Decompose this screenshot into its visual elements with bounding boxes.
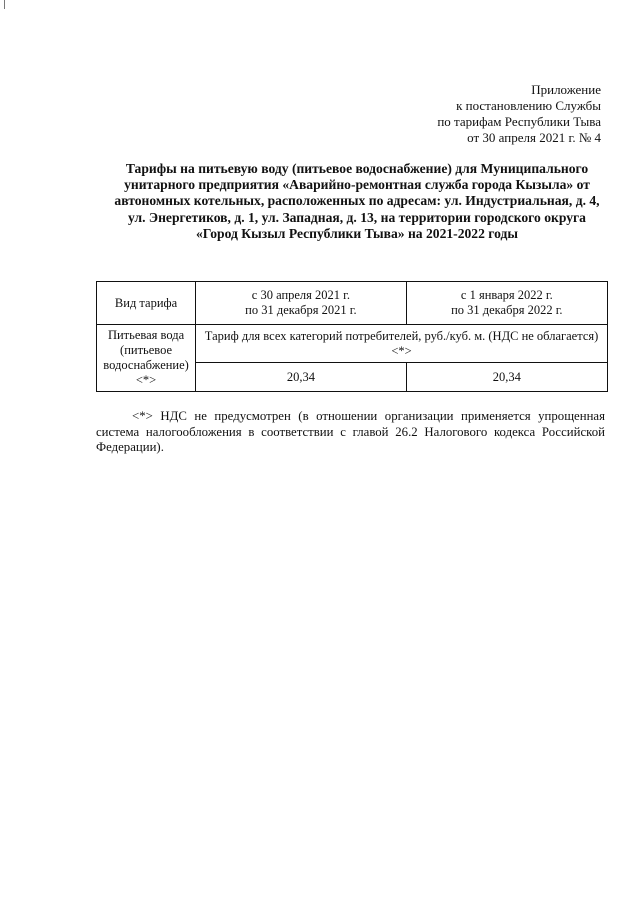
header-period-2021 [196,282,407,325]
appendix-line-1: Приложение [531,82,601,97]
tariff-table [96,281,608,392]
table-header-row [97,282,608,325]
table-row [97,325,608,363]
period-2022-end: по 31 декабря 2022 г. [451,303,563,317]
value-2022: 20,34 [406,363,607,392]
appendix-header [437,82,601,146]
period-2021-start: с 30 апреля 2021 г. [251,288,351,302]
row-category: Тариф для всех категорий потребителей, руб./куб. м. (НДС не облагается) <*> [196,325,608,363]
header-period-2022 [406,282,607,325]
row-label-drinking-water: Питьевая вода (питьевое водоснабжение) <*> [97,325,196,392]
period-2022-start: с 1 января 2022 г. [460,288,553,302]
footnote: <*> НДС не предусмотрен (в отношении организации применяется упрощенная система налогообложения в соответствии с главой 26.2 Налогового кодекса Российской Федерации). [96,409,605,454]
appendix-line-2: к постановлению Службы [456,98,601,113]
appendix-line-4: от 30 апреля 2021 г. № 4 [467,130,601,145]
document-title: Тарифы на питьевую воду (питьевое водоснабжение) для Муниципального унитарного предприятия «Аварийно-ремонтная служба города Кызыла» от автономных котельных, расположенных по адресам: ул. Индустриальная, д. 4, ул. Энергетиков, д. 1, ул. Западная, д. 13, на территории городского округа «Город Кызыл Республики Тыва» на 2021-2022 годы [114,161,600,241]
value-2021: 20,34 [196,363,407,392]
header-tariff-type: Вид тарифа [97,282,196,325]
scan-mark [4,0,5,9]
appendix-line-3: по тарифам Республики Тыва [437,114,601,129]
period-2021-end: по 31 декабря 2021 г. [245,303,357,317]
